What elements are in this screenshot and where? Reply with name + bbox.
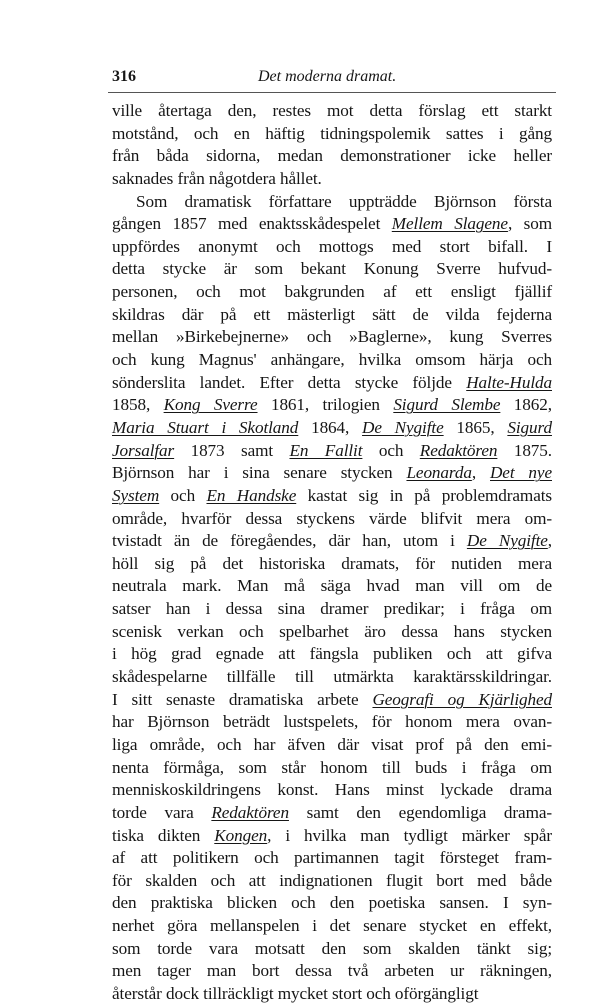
text-line: satser han i dessa sina dramer predikar; i fråga om bbox=[112, 599, 552, 619]
work-title: Redaktören bbox=[419, 440, 498, 460]
text-line: sönderslita landet. Efter detta stycke följde Halte-Hulda bbox=[112, 372, 552, 392]
text-line: skildras där på ett mästerligt sätt de vilda fejderna bbox=[112, 304, 552, 324]
text-line: nenta förmåga, som står honom till buds i fråga om bbox=[112, 757, 552, 777]
text-line: detta stycke är som bekant Konung Sverre hufvud- bbox=[112, 259, 552, 279]
text-line: från båda sidorna, medan demonstrationer icke heller bbox=[112, 146, 552, 166]
work-title: Kongen bbox=[214, 825, 268, 845]
text-line: Jorsalfar 1873 samt En Fallit och Redaktören 1875. bbox=[112, 440, 552, 460]
text-line: tvistadt än de föregåendes, där han, utom i De Nygifte, bbox=[112, 531, 552, 551]
text-line: Som dramatisk författare uppträdde Björnson första bbox=[136, 191, 552, 211]
text-line: ville återtaga den, restes mot detta förslag ett starkt bbox=[112, 101, 552, 120]
text-line: gången 1857 med enaktsskådespelet Mellem Slagene, som bbox=[112, 214, 552, 234]
work-title: Jorsalfar bbox=[112, 440, 175, 460]
page-header bbox=[108, 68, 556, 92]
text-line: den praktiska blicken och den poetiska sansen. I syn- bbox=[112, 893, 552, 913]
work-title: Det nye bbox=[490, 463, 552, 483]
text-line: tiska dikten Kongen, i hvilka man tydligt märker spår bbox=[112, 825, 552, 845]
page-number: 316 bbox=[112, 68, 136, 85]
text-line: liga område, och har äfven där visat prof på den emi- bbox=[112, 734, 552, 754]
text-line: för skalden och att indignationen flugit bort med både bbox=[112, 870, 552, 890]
work-title: En Fallit bbox=[289, 440, 363, 460]
work-title: De Nygifte bbox=[466, 531, 548, 551]
work-title: Kong Sverre bbox=[163, 395, 258, 415]
text-line: mellan »Birkebejnerne» och »Baglerne», kung Sverres bbox=[112, 327, 552, 347]
text-line: uppfördes anonymt och mottogs med stort bifall. I bbox=[112, 236, 552, 256]
text-line: motstånd, och en häftig tidningspolemik sattes i gång bbox=[112, 123, 552, 143]
text-line: Björnson har i sina senare stycken Leonarda, Det nye bbox=[112, 463, 552, 483]
text-line: 1858, Kong Sverre 1861, trilogien Sigurd Slembe 1862, bbox=[112, 395, 552, 415]
text-line: I sitt senaste dramatiska arbete Geografi og Kjärlighed bbox=[112, 689, 552, 709]
work-title: System bbox=[112, 485, 160, 505]
text-line: personen, och mot bakgrunden af ett ensligt fjällif bbox=[112, 282, 552, 302]
text-line: återstår dock tillräckligt mycket stort och oförgängligt bbox=[112, 983, 479, 1003]
text-line: Maria Stuart i Skotland 1864, De Nygifte 1865, Sigurd bbox=[112, 417, 552, 437]
work-title: Halte-Hulda bbox=[466, 372, 552, 392]
work-title: Maria Stuart i Skotland bbox=[112, 417, 299, 437]
text-line: scenisk verkan och spelbarhet äro dessa hans stycken bbox=[112, 621, 552, 641]
text-line: i hög grad egnade att fängsla publiken och att gifva bbox=[112, 644, 552, 664]
work-title: Mellem Slagene bbox=[391, 214, 508, 234]
text-line: och kung Magnus' anhängare, hvilka omsom härja och bbox=[112, 350, 552, 370]
text-line: System och En Handske kastat sig in på problemdramats bbox=[112, 485, 552, 505]
running-title: Det moderna dramat. bbox=[258, 68, 397, 85]
text-line: neutrala mark. Man må säga hvad man vill om de bbox=[112, 576, 552, 596]
work-title: Leonarda bbox=[406, 463, 472, 483]
work-title: Sigurd bbox=[507, 417, 552, 437]
text-line: men tager man bort dessa två arbeten ur räkningen, bbox=[112, 961, 552, 981]
text-line: skådespelarne tillfälle till utmärkta karaktärsskildringar. bbox=[112, 667, 552, 687]
work-title: Geografi og Kjärlighed bbox=[372, 689, 552, 709]
header-rule bbox=[108, 92, 556, 93]
text-line: område, hvarför dessa styckens värde blifvit mera om- bbox=[112, 508, 552, 528]
work-title: Sigurd Slembe bbox=[393, 395, 501, 415]
text-line: saknades från någotdera hållet. bbox=[112, 168, 322, 188]
text-line: har Björnson beträdt lustspelets, för honom mera ovan- bbox=[112, 712, 552, 732]
text-line: af att politikern och partimannen tagit försteget fram- bbox=[112, 848, 552, 868]
text-line: torde vara Redaktören samt den egendomliga drama- bbox=[112, 802, 552, 822]
work-title: Redaktören bbox=[211, 802, 289, 822]
text-line: som torde vara motsatt den som skalden tänkt sig; bbox=[112, 938, 552, 958]
work-title: De Nygifte bbox=[362, 417, 444, 437]
body-text bbox=[112, 100, 552, 1006]
work-title: En Handske bbox=[206, 485, 297, 505]
text-line: höll sig på det historiska dramats, för nutiden mera bbox=[112, 553, 552, 573]
text-line: menniskoskildringens konst. Hans minst lyckade drama bbox=[112, 780, 552, 800]
text-line: nerhet göra mellanspelen i det senare stycket en effekt, bbox=[112, 916, 552, 936]
